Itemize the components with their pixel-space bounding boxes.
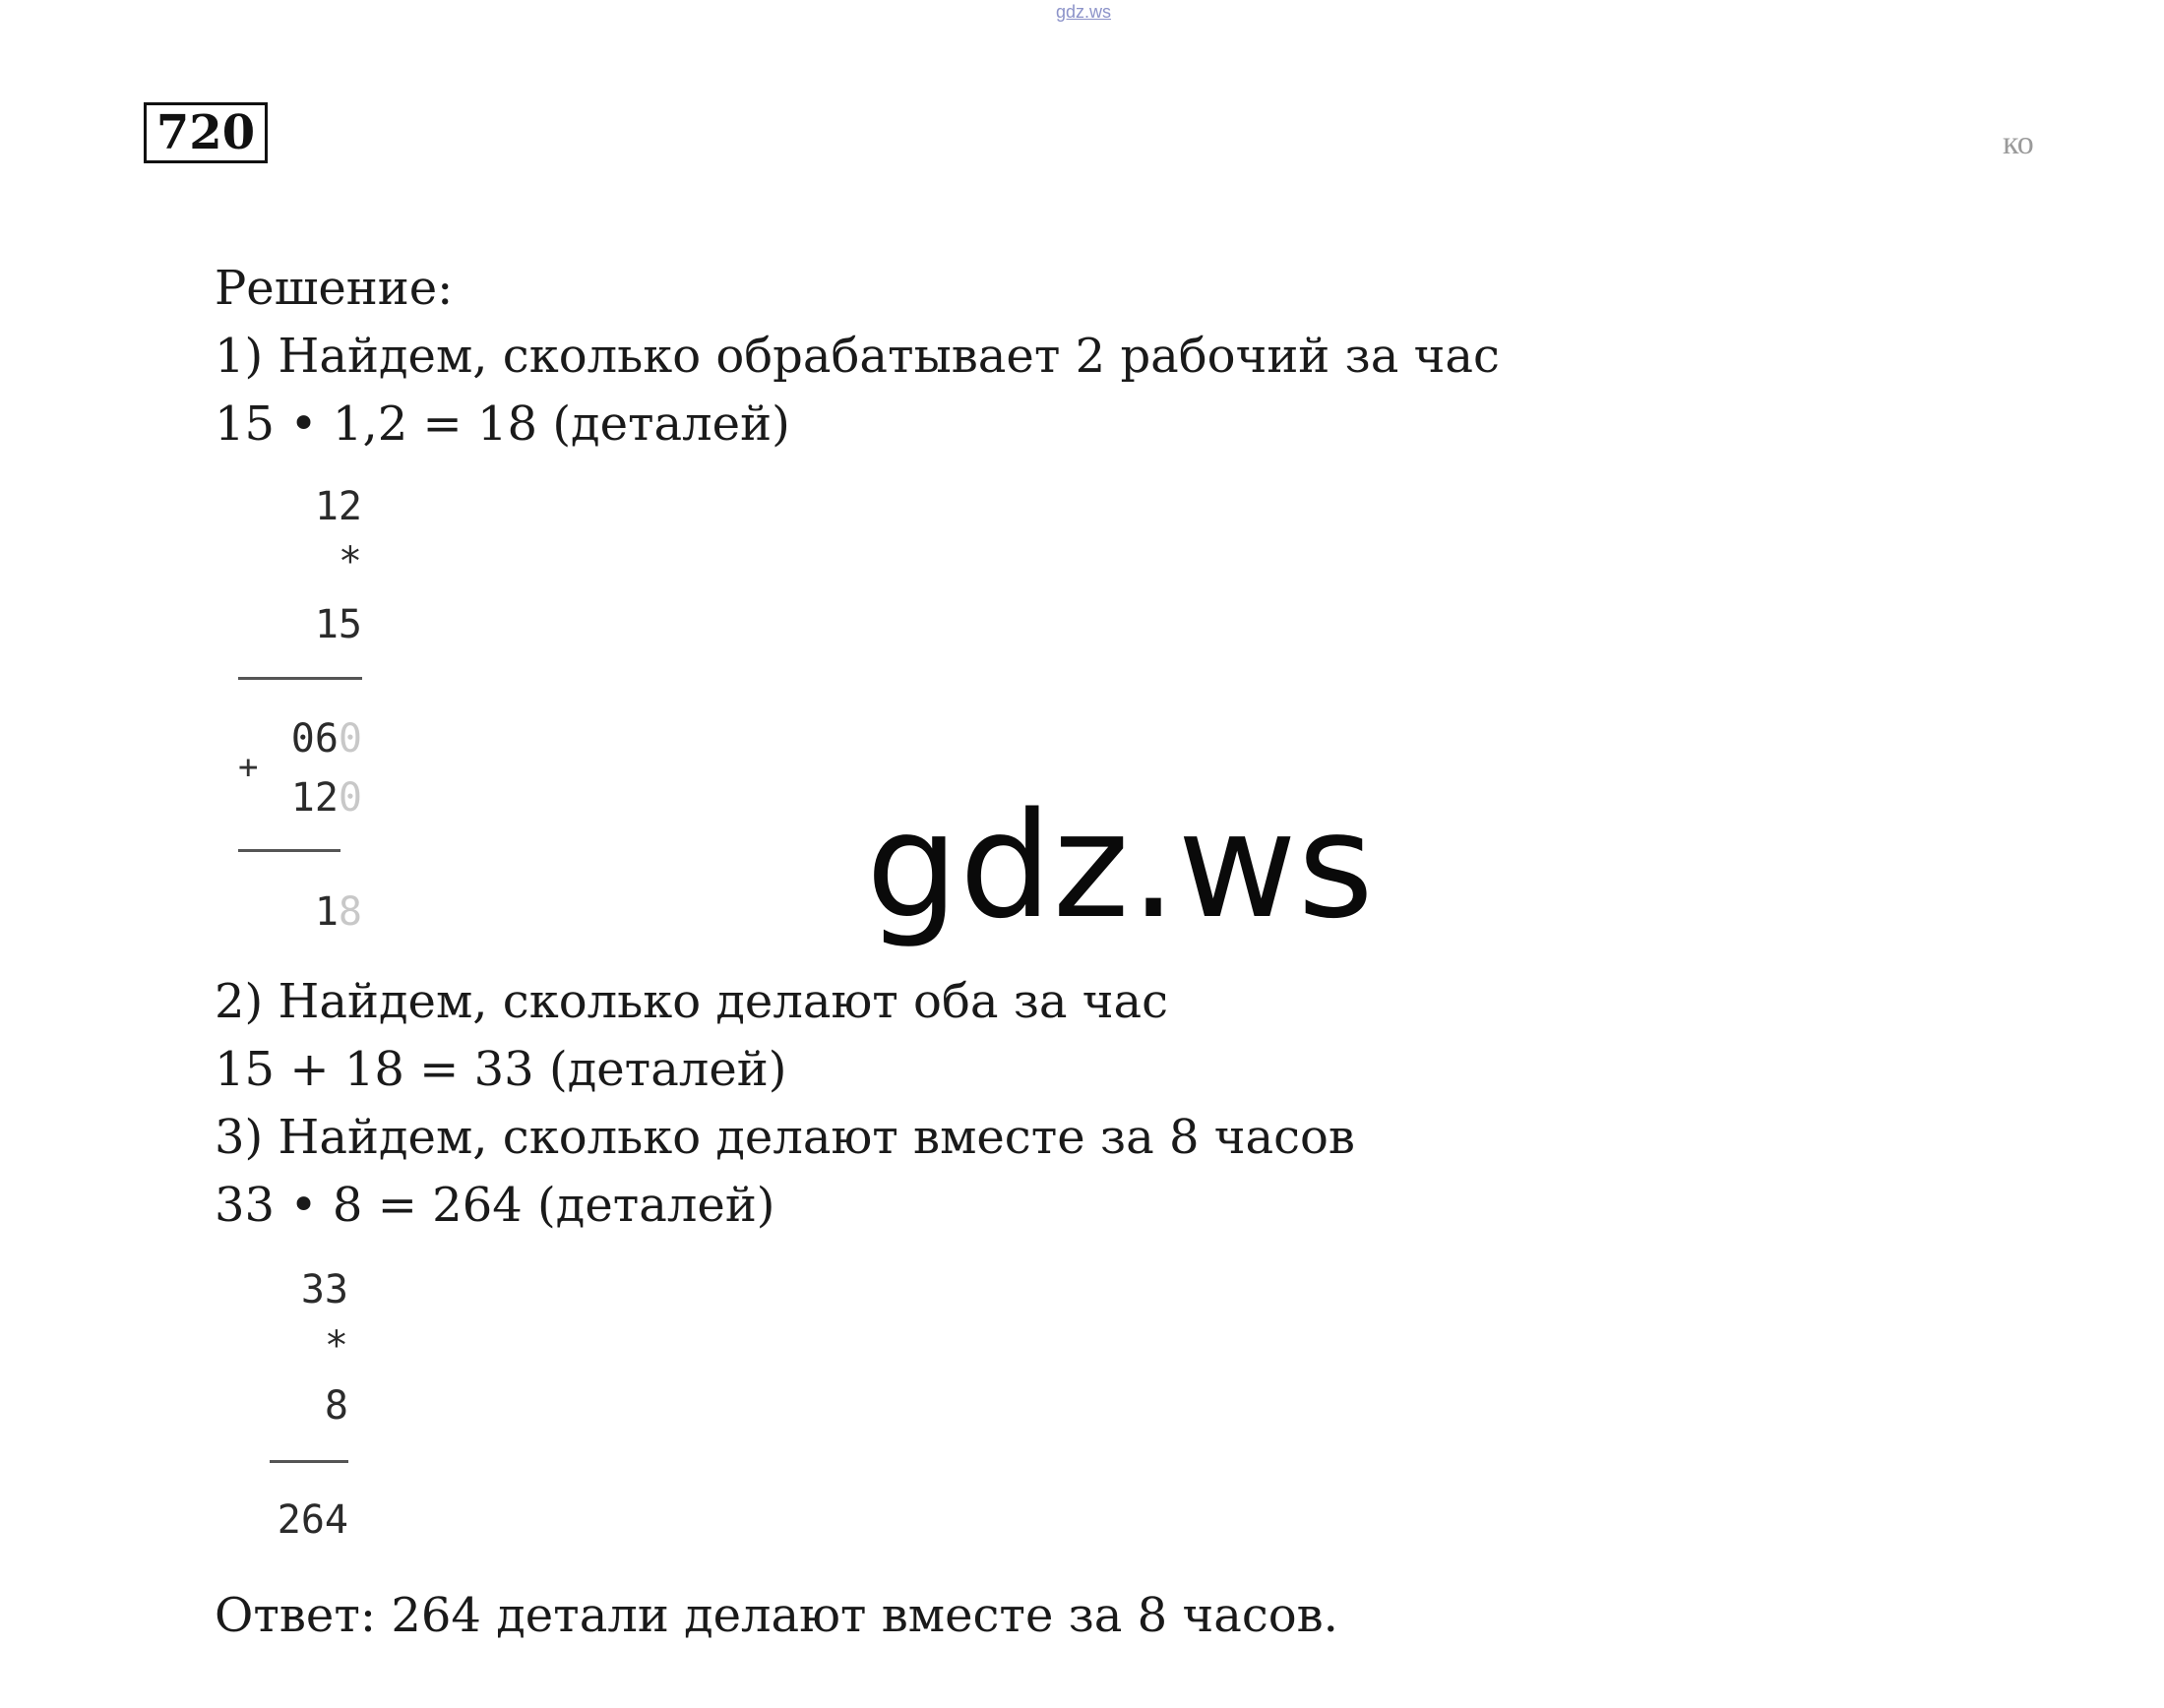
step2-text: 2) Найдем, сколько делают оба за час (215, 974, 1168, 1029)
calc1-partial-1-faint: 0 (338, 716, 362, 762)
step3-equation: 33 • 8 = 264 (деталей) (215, 1178, 775, 1233)
step2-equation: 15 + 18 = 33 (деталей) (215, 1042, 787, 1097)
calc1-partial-2-faint: 0 (338, 775, 362, 821)
calc1-partial-1-main: 06 (290, 716, 339, 762)
step3-text: 3) Найдем, сколько делают вместе за 8 часов (215, 1110, 1355, 1165)
center-watermark: gdz.ws (866, 781, 1375, 950)
calc1-result-faint: 8 (338, 889, 362, 935)
calc2-rule (270, 1460, 348, 1463)
calc1-top-number: 12 (314, 484, 362, 529)
step1-text: 1) Найдем, сколько обрабатывает 2 рабочий за час (215, 329, 1500, 384)
calc1-rule-1 (238, 677, 362, 680)
calc1-result (276, 889, 362, 935)
calc1-bottom-number: 15 (314, 602, 362, 647)
calc1-result-main: 1 (314, 889, 339, 935)
calc2-bottom-number: 8 (324, 1383, 348, 1429)
calc1-multiply-sign: * (338, 539, 362, 584)
calc1-partial-1 (256, 716, 362, 762)
task-number-box: 720 (144, 102, 268, 163)
calc2-top-number: 33 (300, 1267, 348, 1312)
calc1-partial-2 (256, 775, 362, 821)
answer-line: Ответ: 264 детали делают вместе за 8 часов. (215, 1588, 1338, 1643)
top-watermark-link: gdz.ws (1056, 2, 1112, 22)
calc2-result: 264 (277, 1497, 348, 1543)
calc1-plus-sign: + (238, 748, 259, 787)
solution-heading: Решение: (215, 261, 454, 316)
calc1-rule-2 (238, 849, 340, 852)
corner-text-fragment: ко (2003, 125, 2034, 161)
calc2-multiply-sign: * (324, 1323, 348, 1369)
step1-equation: 15 • 1,2 = 18 (деталей) (215, 396, 790, 452)
calc1-partial-2-main: 12 (290, 775, 339, 821)
